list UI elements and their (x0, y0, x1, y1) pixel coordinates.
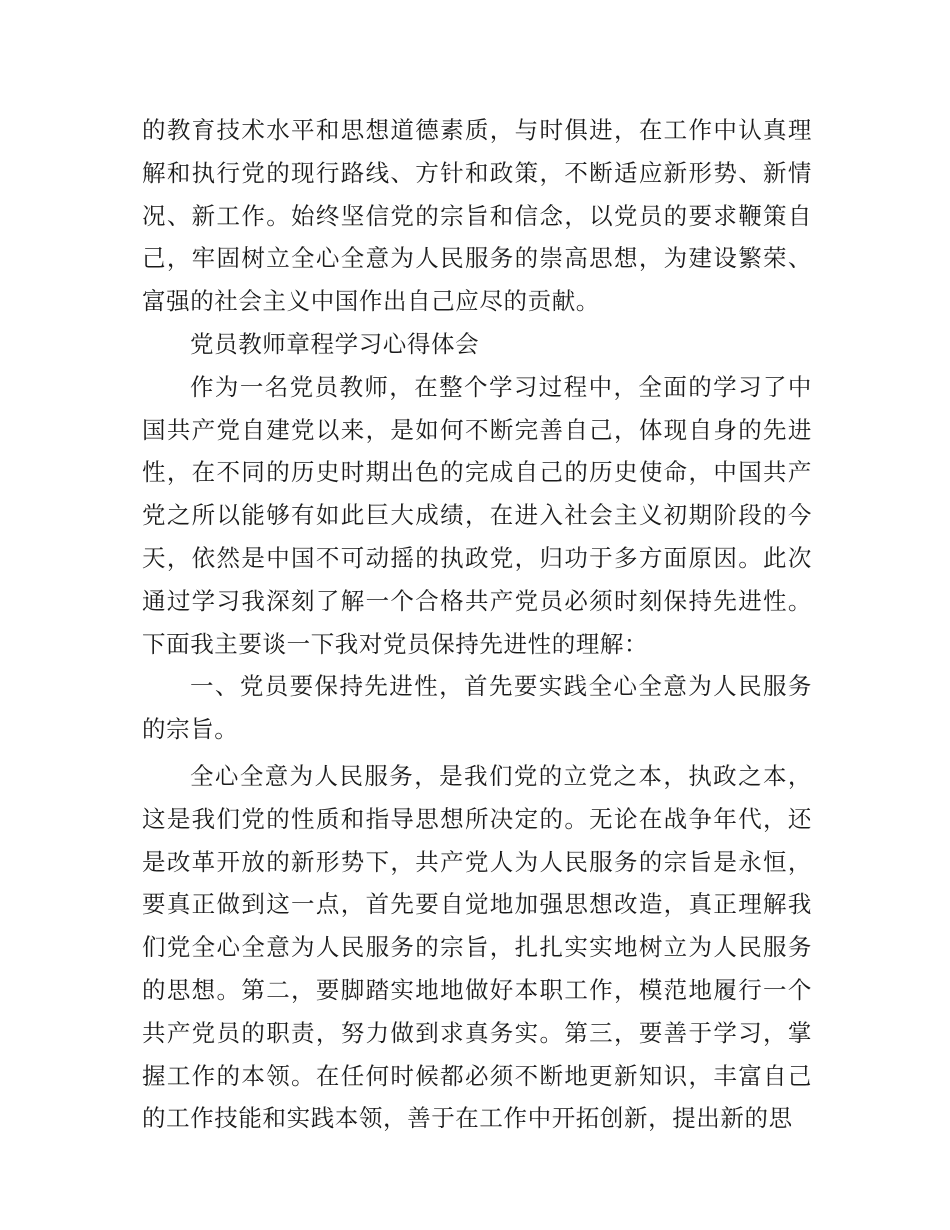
document-body (142, 109, 812, 1140)
paragraph-5: 全心全意为人民服务，是我们党的立党之本，执政之本，这是我们党的性质和指导思想所决定的。无论在战争年代，还是改革开放的新形势下，共产党人为人民服务的宗旨是永恒，要真正做到这一点，首先要自觉地加强思想改造，真正理解我们党全心全意为人民服务的宗旨，扎扎实实地树立为人民服务的思想。第二，要脚踏实地地做好本职工作，模范地履行一个共产党员的职责，努力做到求真务实。第三，要善于学习，掌握工作的本领。在任何时候都必须不断地更新知识，丰富自己的工作技能和实践本领，善于在工作中开拓创新，提出新的思 (142, 761, 812, 1133)
paragraph-4: 一、党员要保持先进性，首先要实践全心全意为人民服务的宗旨。 (142, 672, 812, 744)
section-heading: 党员教师章程学习心得体会 (190, 329, 480, 358)
paragraph-1: 的教育技术水平和思想道德素质，与时俱进，在工作中认真理解和执行党的现行路线、方针和政策，不断适应新形势、新情况、新工作。始终坚信党的宗旨和信念，以党员的要求鞭策自己，牢固树立全心全意为人民服务的崇高思想，为建设繁荣、富强的社会主义中国作出自己应尽的贡献。 (142, 116, 812, 316)
paragraph-3: 作为一名党员教师，在整个学习过程中，全面的学习了中国共产党自建党以来，是如何不断完善自己，体现自身的先进性，在不同的历史时期出色的完成自己的历史使命，中国共产党之所以能够有如此巨大成绩，在进入社会主义初期阶段的今天，依然是中国不可动摇的执政党，归功于多方面原因。此次通过学习我深刻了解一个合格共产党员必须时刻保持先进性。下面我主要谈一下我对党员保持先进性的理解： (142, 372, 812, 658)
